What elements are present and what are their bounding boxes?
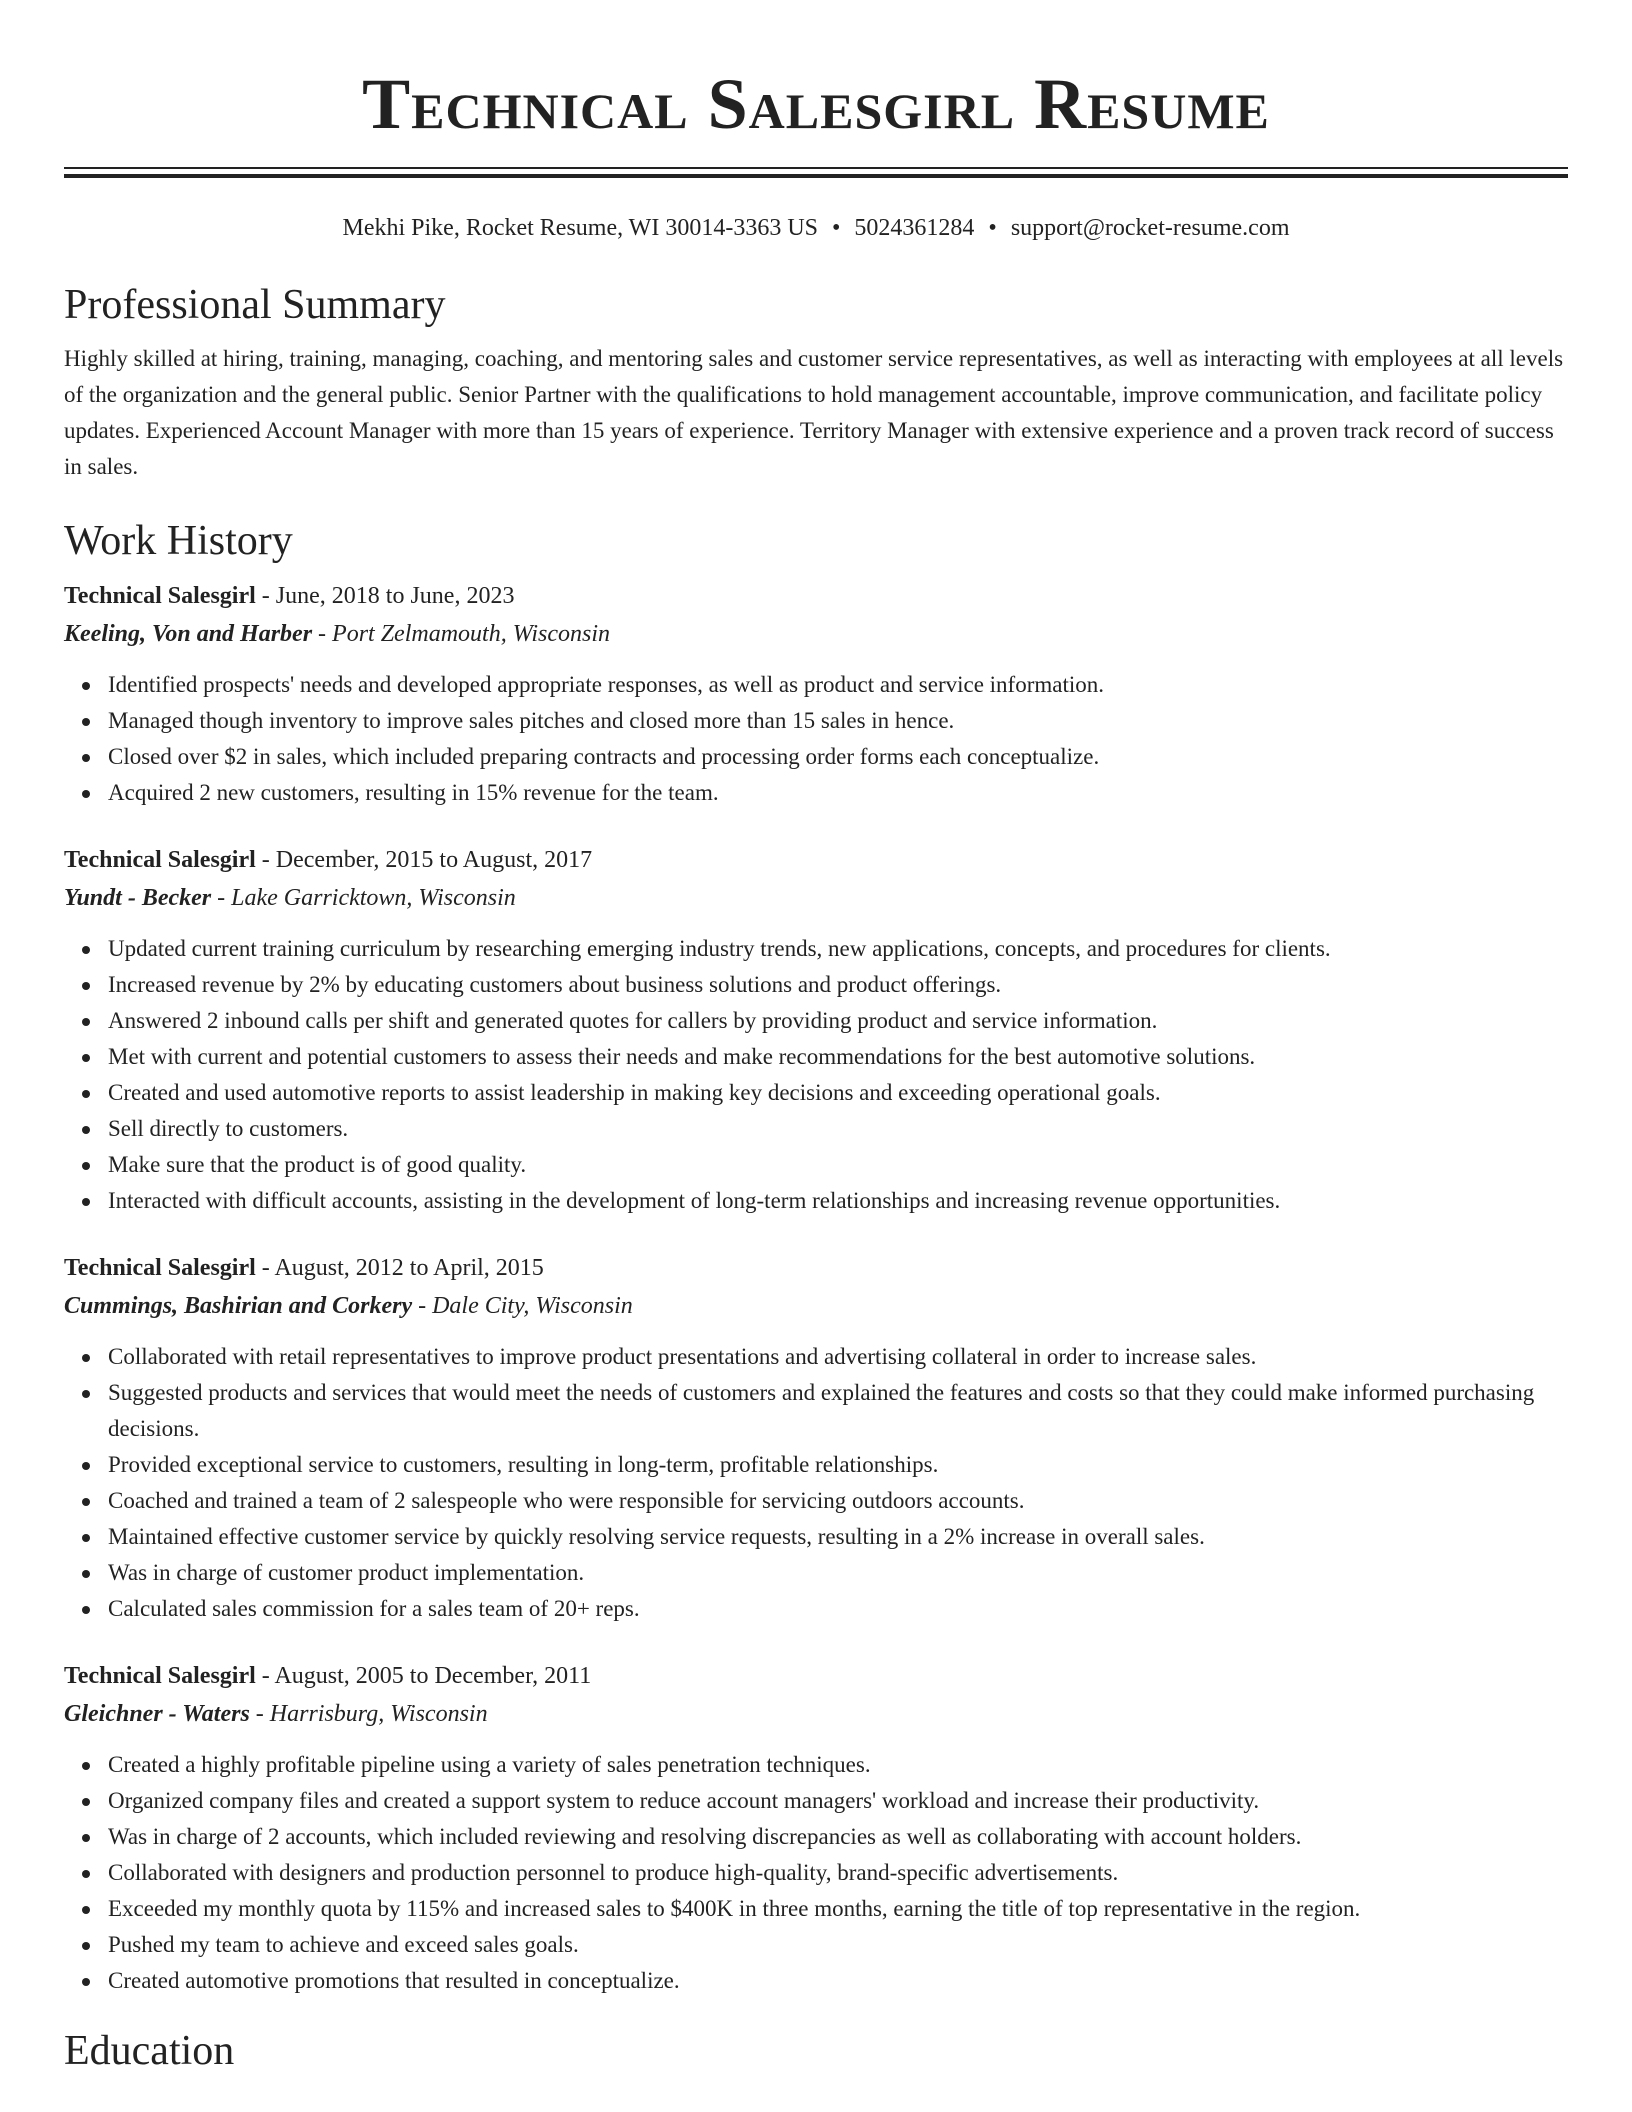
job-company: Gleichner - Waters bbox=[64, 1701, 250, 1727]
job-dates: - August, 2005 to December, 2011 bbox=[255, 1663, 592, 1689]
job-bullet: Identified prospects' needs and developed appropriate responses, as well as product and service information. bbox=[108, 667, 1568, 703]
job-company: Yundt - Becker bbox=[64, 885, 212, 911]
job-bullet: Met with current and potential customers to assess their needs and make recommendations for the best automotive solutions. bbox=[108, 1039, 1568, 1075]
job-bullet: Coached and trained a team of 2 salespeople who were responsible for servicing outdoors accounts. bbox=[108, 1483, 1568, 1519]
job-entry bbox=[64, 841, 1568, 1219]
job-bullet: Collaborated with retail representatives to improve product presentations and advertising collateral in order to increase sales. bbox=[108, 1339, 1568, 1375]
job-bullet: Closed over $2 in sales, which included preparing contracts and processing order forms each conceptualize. bbox=[108, 739, 1568, 775]
job-dates: - December, 2015 to August, 2017 bbox=[255, 847, 593, 873]
work-history-heading: Work History bbox=[64, 518, 293, 564]
contact-phone: 5024361284 bbox=[854, 215, 975, 241]
job-role: Technical Salesgirl bbox=[64, 583, 256, 609]
job-bullet: Exceeded my monthly quota by 115% and increased sales to $400K in three months, earning the title of top representative in the region. bbox=[108, 1891, 1568, 1927]
summary-text: Highly skilled at hiring, training, managing, coaching, and mentoring sales and customer service representatives, as well as interacting with employees at all levels of the organization and the general public. Senior Partner with the qualifications to hold management accountable, improve communication, and facilitate policy updates. Experienced Account Manager with more than 15 years of experience. Territory Manager with extensive experience and a proven track record of success in sales. bbox=[64, 346, 1564, 479]
job-bullet: Answered 2 inbound calls per shift and generated quotes for callers by providing product and service information. bbox=[108, 1003, 1568, 1039]
job-bullet: Managed though inventory to improve sales pitches and closed more than 15 sales in hence. bbox=[108, 703, 1568, 739]
job-location: - Port Zelmamouth, Wisconsin bbox=[312, 621, 611, 647]
job-company-line bbox=[64, 879, 1568, 917]
contact-address: Mekhi Pike, Rocket Resume, WI 30014-3363 US bbox=[342, 215, 818, 241]
job-location: - Dale City, Wisconsin bbox=[412, 1293, 633, 1319]
education-heading: Education bbox=[64, 2028, 235, 2074]
job-bullet: Collaborated with designers and production personnel to produce high-quality, brand-specific advertisements. bbox=[108, 1855, 1568, 1891]
job-bullet: Created and used automotive reports to assist leadership in making key decisions and exceeding operational goals. bbox=[108, 1075, 1568, 1111]
job-entry bbox=[64, 1249, 1568, 1627]
job-title-line bbox=[64, 577, 1568, 615]
job-bullet: Sell directly to customers. bbox=[108, 1111, 1568, 1147]
job-list bbox=[64, 577, 1568, 1999]
job-bullet: Updated current training curriculum by researching emerging industry trends, new applications, concepts, and procedures for clients. bbox=[108, 931, 1568, 967]
job-dates: - August, 2012 to April, 2015 bbox=[255, 1255, 544, 1281]
job-role: Technical Salesgirl bbox=[64, 847, 256, 873]
job-bullet: Provided exceptional service to customers, resulting in long-term, profitable relationships. bbox=[108, 1447, 1568, 1483]
job-title-line bbox=[64, 841, 1568, 879]
job-company-line bbox=[64, 1695, 1568, 1733]
job-bullet: Created automotive promotions that resulted in conceptualize. bbox=[108, 1963, 1568, 1999]
job-bullet: Pushed my team to achieve and exceed sales goals. bbox=[108, 1927, 1568, 1963]
job-bullets bbox=[64, 1339, 1568, 1627]
job-bullet: Was in charge of 2 accounts, which included reviewing and resolving discrepancies as well as collaborating with account holders. bbox=[108, 1819, 1568, 1855]
job-bullet: Interacted with difficult accounts, assisting in the development of long-term relationships and increasing revenue opportunities. bbox=[108, 1183, 1568, 1219]
job-entry bbox=[64, 1657, 1568, 1999]
job-role: Technical Salesgirl bbox=[64, 1663, 256, 1689]
job-title-line bbox=[64, 1249, 1568, 1287]
job-bullet: Created a highly profitable pipeline using a variety of sales penetration techniques. bbox=[108, 1747, 1568, 1783]
contact-separator: • bbox=[988, 215, 997, 241]
job-bullets bbox=[64, 667, 1568, 811]
job-company: Cummings, Bashirian and Corkery bbox=[64, 1293, 413, 1319]
job-bullet: Suggested products and services that would meet the needs of customers and explained the features and costs so that they could make informed purchasing decisions. bbox=[108, 1375, 1568, 1447]
job-company: Keeling, Von and Harber bbox=[64, 621, 313, 647]
title-divider bbox=[64, 167, 1568, 178]
contact-separator: • bbox=[832, 215, 841, 241]
resume-title: Technical Salesgirl Resume bbox=[362, 64, 1270, 144]
job-entry bbox=[64, 577, 1568, 811]
job-bullet: Maintained effective customer service by quickly resolving service requests, resulting in a 2% increase in overall sales. bbox=[108, 1519, 1568, 1555]
job-bullets bbox=[64, 1747, 1568, 1999]
job-bullet: Calculated sales commission for a sales team of 20+ reps. bbox=[108, 1591, 1568, 1627]
job-bullet: Increased revenue by 2% by educating customers about business solutions and product offerings. bbox=[108, 967, 1568, 1003]
job-bullet: Was in charge of customer product implementation. bbox=[108, 1555, 1568, 1591]
job-location: - Lake Garricktown, Wisconsin bbox=[211, 885, 516, 911]
job-bullet: Acquired 2 new customers, resulting in 15% revenue for the team. bbox=[108, 775, 1568, 811]
job-company-line bbox=[64, 1287, 1568, 1325]
job-bullet: Organized company files and created a support system to reduce account managers' workload and increase their productivity. bbox=[108, 1783, 1568, 1819]
contact-email: support@rocket-resume.com bbox=[1010, 215, 1290, 241]
job-bullets bbox=[64, 931, 1568, 1219]
job-title-line bbox=[64, 1657, 1568, 1695]
job-location: - Harrisburg, Wisconsin bbox=[249, 1701, 488, 1727]
contact-line bbox=[64, 213, 1568, 243]
summary-heading: Professional Summary bbox=[64, 282, 446, 328]
resume-page bbox=[64, 0, 1568, 2077]
job-dates: - June, 2018 to June, 2023 bbox=[255, 583, 515, 609]
job-role: Technical Salesgirl bbox=[64, 1255, 256, 1281]
job-company-line bbox=[64, 615, 1568, 653]
job-bullet: Make sure that the product is of good quality. bbox=[108, 1147, 1568, 1183]
